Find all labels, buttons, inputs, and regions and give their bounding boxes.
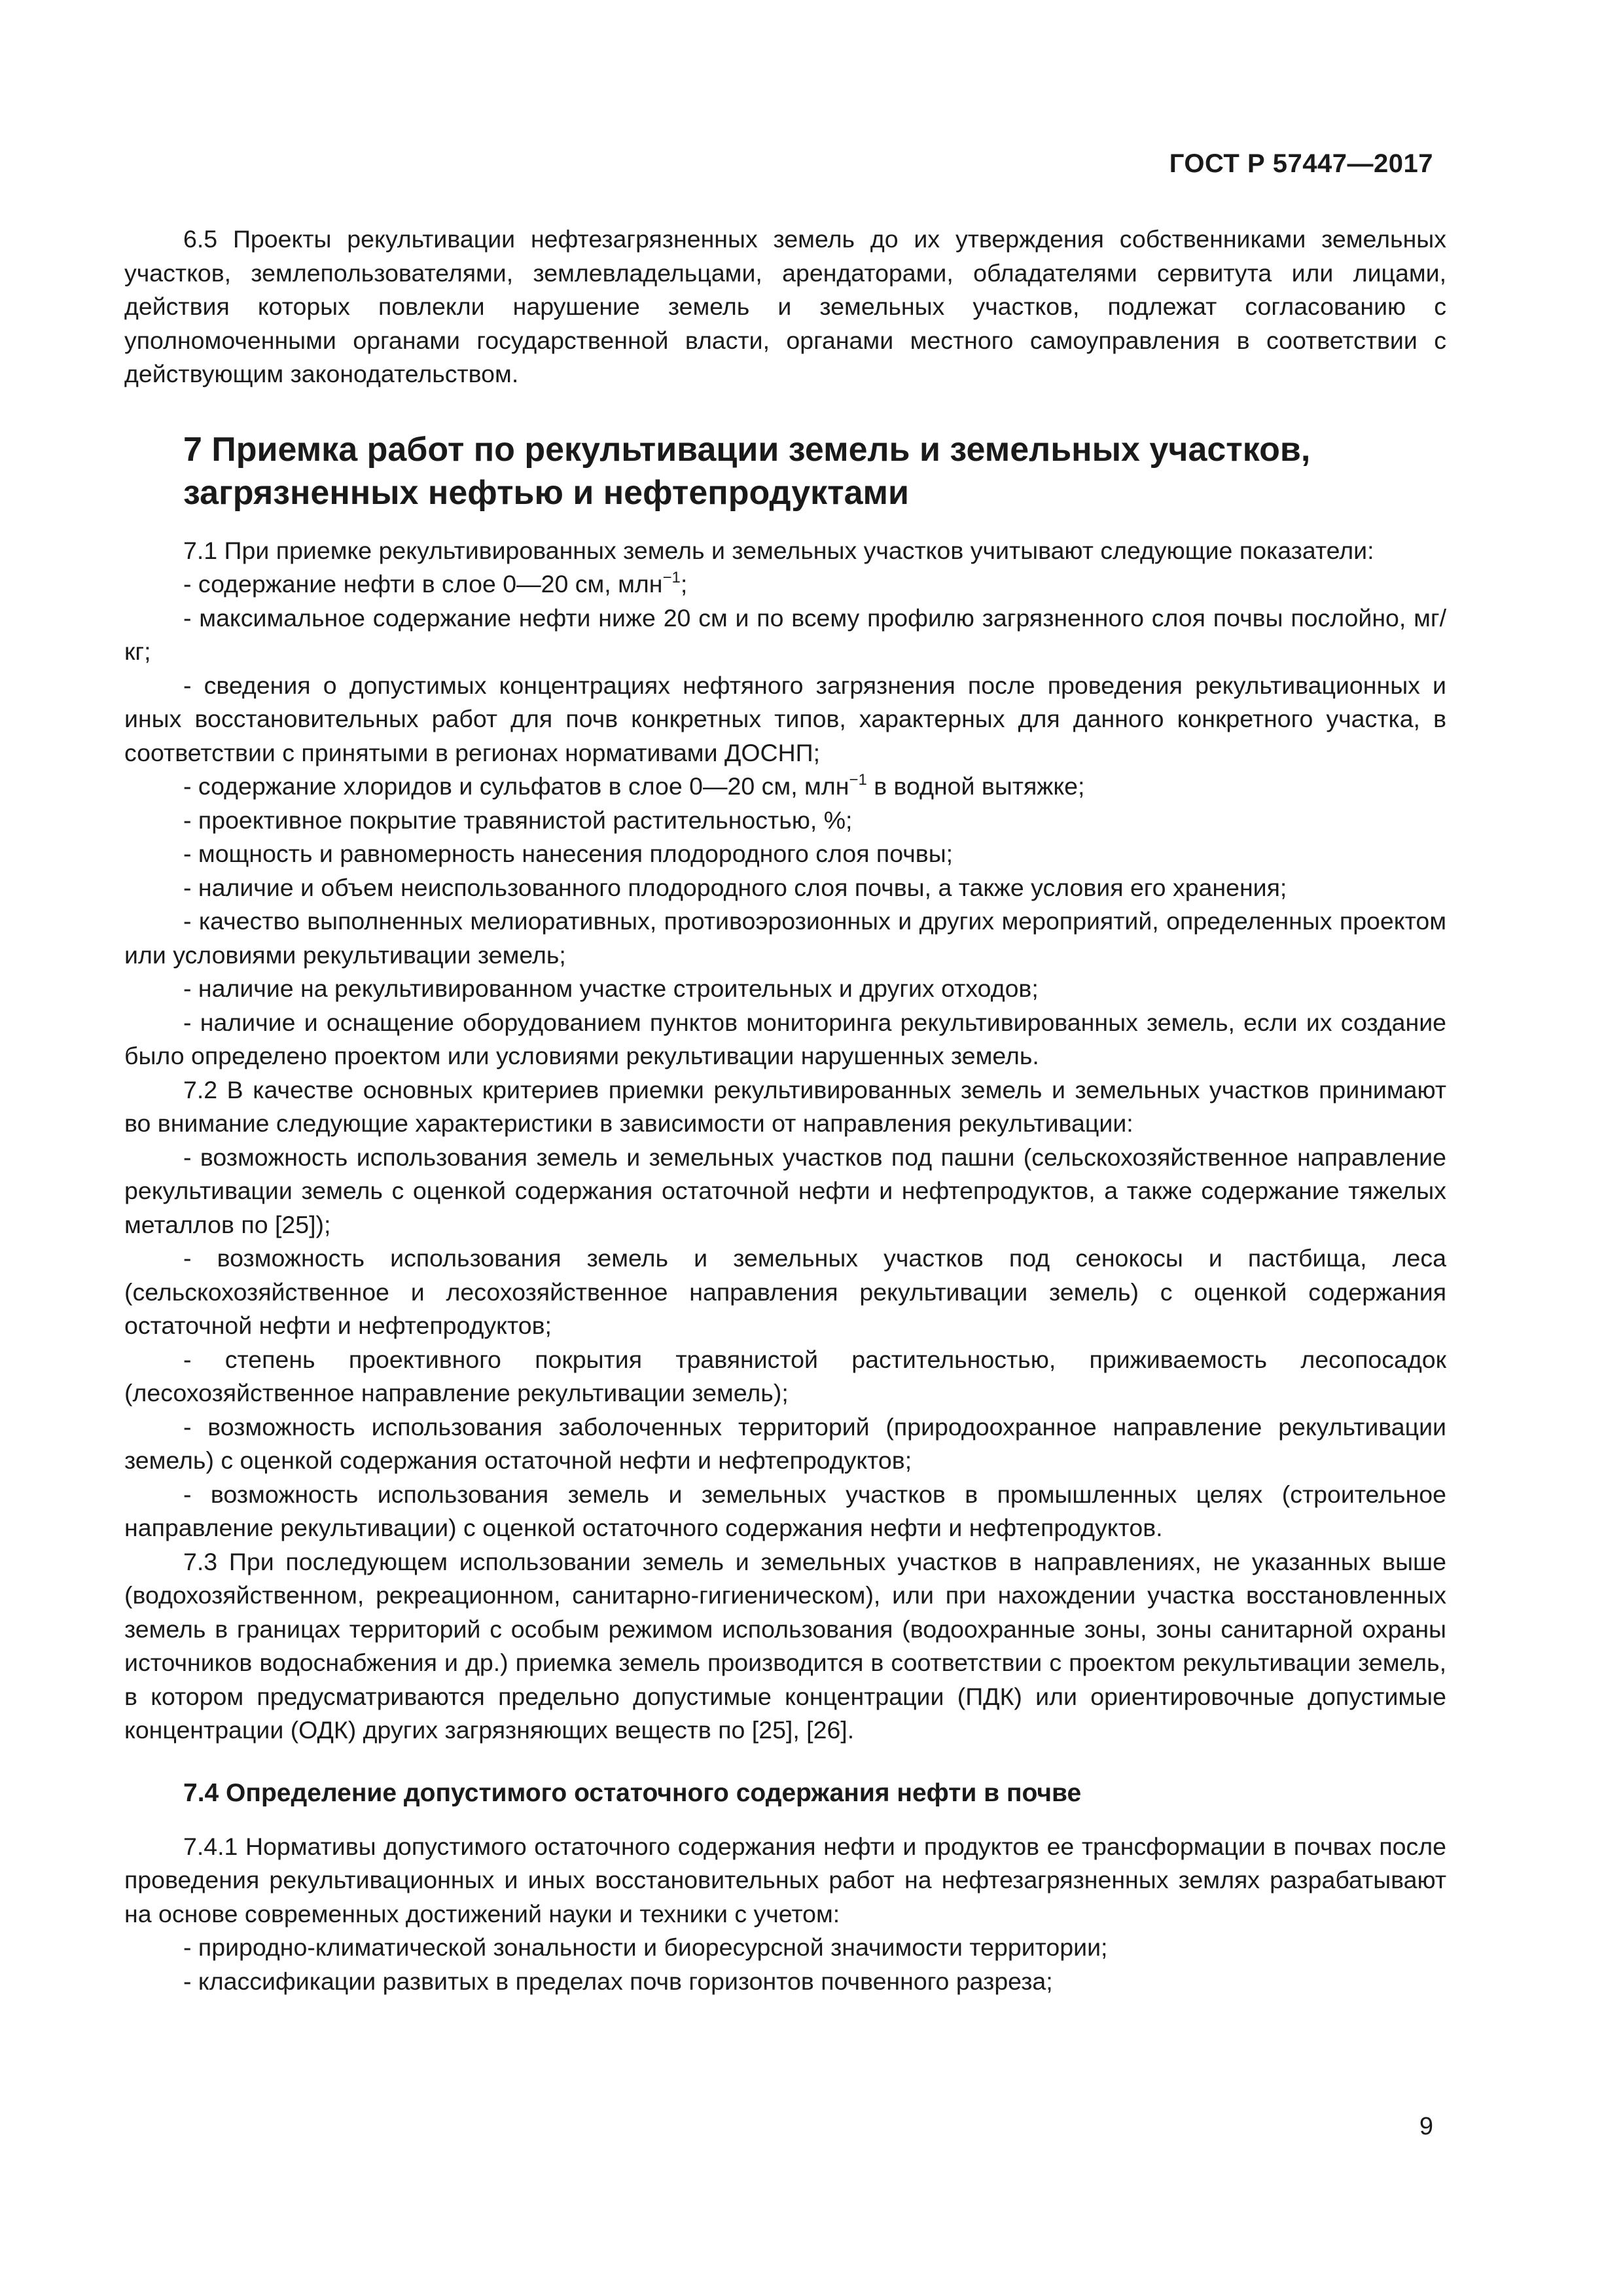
list-item-end: в водной вытяжке;: [866, 772, 1085, 800]
list-item-7-1-4: [124, 770, 1446, 804]
list-item-7-1-3: - сведения о допустимых концентрациях нефтяного загрязнения после проведения рекультивационных и иных восстановительных работ для почв конкретных типов, характерных для данного конкретного участка, в соответствии с принятыми в регионах нормативами ДОСНП;: [124, 671, 1446, 766]
list-item-7-2-3: - степень проективного покрытия травянистой растительностью, приживаемость лесопосадок (лесохозяйственное направление рекультивации земель);: [124, 1345, 1446, 1407]
paragraph-7-2-intro: 7.2 В качестве основных критериев приемки рекультивированных земель и земельных участков принимают во внимание следующие характеристики в зависимости от направления рекультивации:: [124, 1075, 1446, 1137]
paragraph-7-4-1-intro: 7.4.1 Нормативы допустимого остаточного содержания нефти и продуктов ее трансформации в почвах после проведения рекультивационных и иных восстановительных работ на нефтезагрязненных землях разрабатывают на основе современных достижений науки и техники с учетом:: [124, 1832, 1446, 1928]
list-item-7-4-1-2: - классификации развитых в пределах почв горизонтов почвенного разреза;: [183, 1967, 1053, 1995]
list-item-7-2-4: - возможность использования заболоченных территорий (природоохранное направление рекультивации земель) с оценкой содержания остаточной нефти и нефтепродуктов;: [124, 1412, 1446, 1474]
list-item-7-4-1-1: - природно-климатической зональности и биоресурсной значимости территории;: [183, 1933, 1108, 1961]
list-item-text: - содержание хлоридов и сульфатов в слое 0—20 см, млн: [183, 772, 849, 800]
list-item-end: ;: [680, 570, 688, 598]
list-item-7-1-6: - мощность и равномерность нанесения плодородного слоя почвы;: [183, 840, 954, 867]
superscript: −1: [662, 569, 681, 586]
list-item-7-1-1: [124, 567, 1446, 601]
page-number: 9: [1419, 2113, 1433, 2140]
list-item-7-2-5: - возможность использования земель и земельных участков в промышленных целях (строительное направление рекультивации) с оценкой остаточного содержания нефти и нефтепродуктов.: [124, 1480, 1446, 1541]
standard-code-header: ГОСТ Р 57447—2017: [1169, 149, 1433, 178]
paragraph-7-3: 7.3 При последующем использовании земель и земельных участков в направлениях, не указанных выше (водохозяйственном, рекреационном, санитарно-гигиеническом), или при нахождении участка восстановленных земель в границах территорий с особым режимом использования (водоохранные зоны, зоны санитарной охраны источников водоснабжения и др.) приемка земель производится в соответствии с проектом рекультивации земель, в котором предусматриваются предельно допустимые концентрации (ПДК) или ориентировочные допустимые концентрации (ОДК) других загрязняющих веществ по [25], [26].: [124, 1547, 1446, 1744]
section-7-title-line2: загрязненных нефтью и нефтепродуктами: [183, 473, 909, 512]
superscript: −1: [849, 771, 867, 789]
list-item-7-2-2: - возможность использования земель и земельных участков под сенокосы и пастбища, леса (сельскохозяйственное и лесохозяйственное направления рекультивации земель) с оценкой содержания остаточной нефти и нефтепродуктов;: [124, 1244, 1446, 1339]
section-7-title-line1: 7 Приемка работ по рекультивации земель и земельных участков,: [183, 430, 1311, 469]
list-item-7-1-8: - качество выполненных мелиоративных, противоэрозионных и других мероприятий, определенных проектом или условиями рекультивации земель;: [124, 907, 1446, 969]
list-item-7-2-1: - возможность использования земель и земельных участков под пашни (сельскохозяйственное направление рекультивации земель с оценкой содержания остаточной нефти и нефтепродуктов, а также содержание тяжелых металлов по [25]);: [124, 1143, 1446, 1238]
list-item-7-1-5: - проективное покрытие травянистой растительностью, %;: [183, 806, 853, 834]
list-item-7-1-9: - наличие на рекультивированном участке строительных и других отходов;: [183, 975, 1039, 1002]
list-item-text: - содержание нефти в слое 0—20 см, млн: [183, 570, 663, 598]
list-item-7-1-10: - наличие и оснащение оборудованием пунктов мониторинга рекультивированных земель, если их создание было определено проектом или условиями рекультивации нарушенных земель.: [124, 1008, 1446, 1069]
subsection-7-4-heading: 7.4 Определение допустимого остаточного содержания нефти в почве: [183, 1778, 1082, 1807]
document-body: [124, 223, 1446, 1998]
paragraph-6-5: 6.5 Проекты рекультивации нефтезагрязненных земель до их утверждения собственниками земельных участков, землепользователями, землевладельцами, арендаторами, обладателями сервитута или лицами, действия которых повлекли нарушение земель и земельных участков, подлежат согласованию с уполномоченными органами государственной власти, органами местного самоуправления в соответствии с действующим законодательством.: [124, 225, 1446, 387]
paragraph-7-1-intro: 7.1 При приемке рекультивированных земель и земельных участков учитывают следующие показатели:: [183, 536, 1374, 564]
section-7-heading: [124, 428, 1446, 514]
list-item-7-1-7: - наличие и объем неиспользованного плодородного слоя почвы, а также условия его хранения;: [183, 873, 1287, 901]
list-item-7-1-2: - максимальное содержание нефти ниже 20 см и по всему профилю загрязненного слоя почвы послойно, мг/кг;: [124, 603, 1446, 665]
